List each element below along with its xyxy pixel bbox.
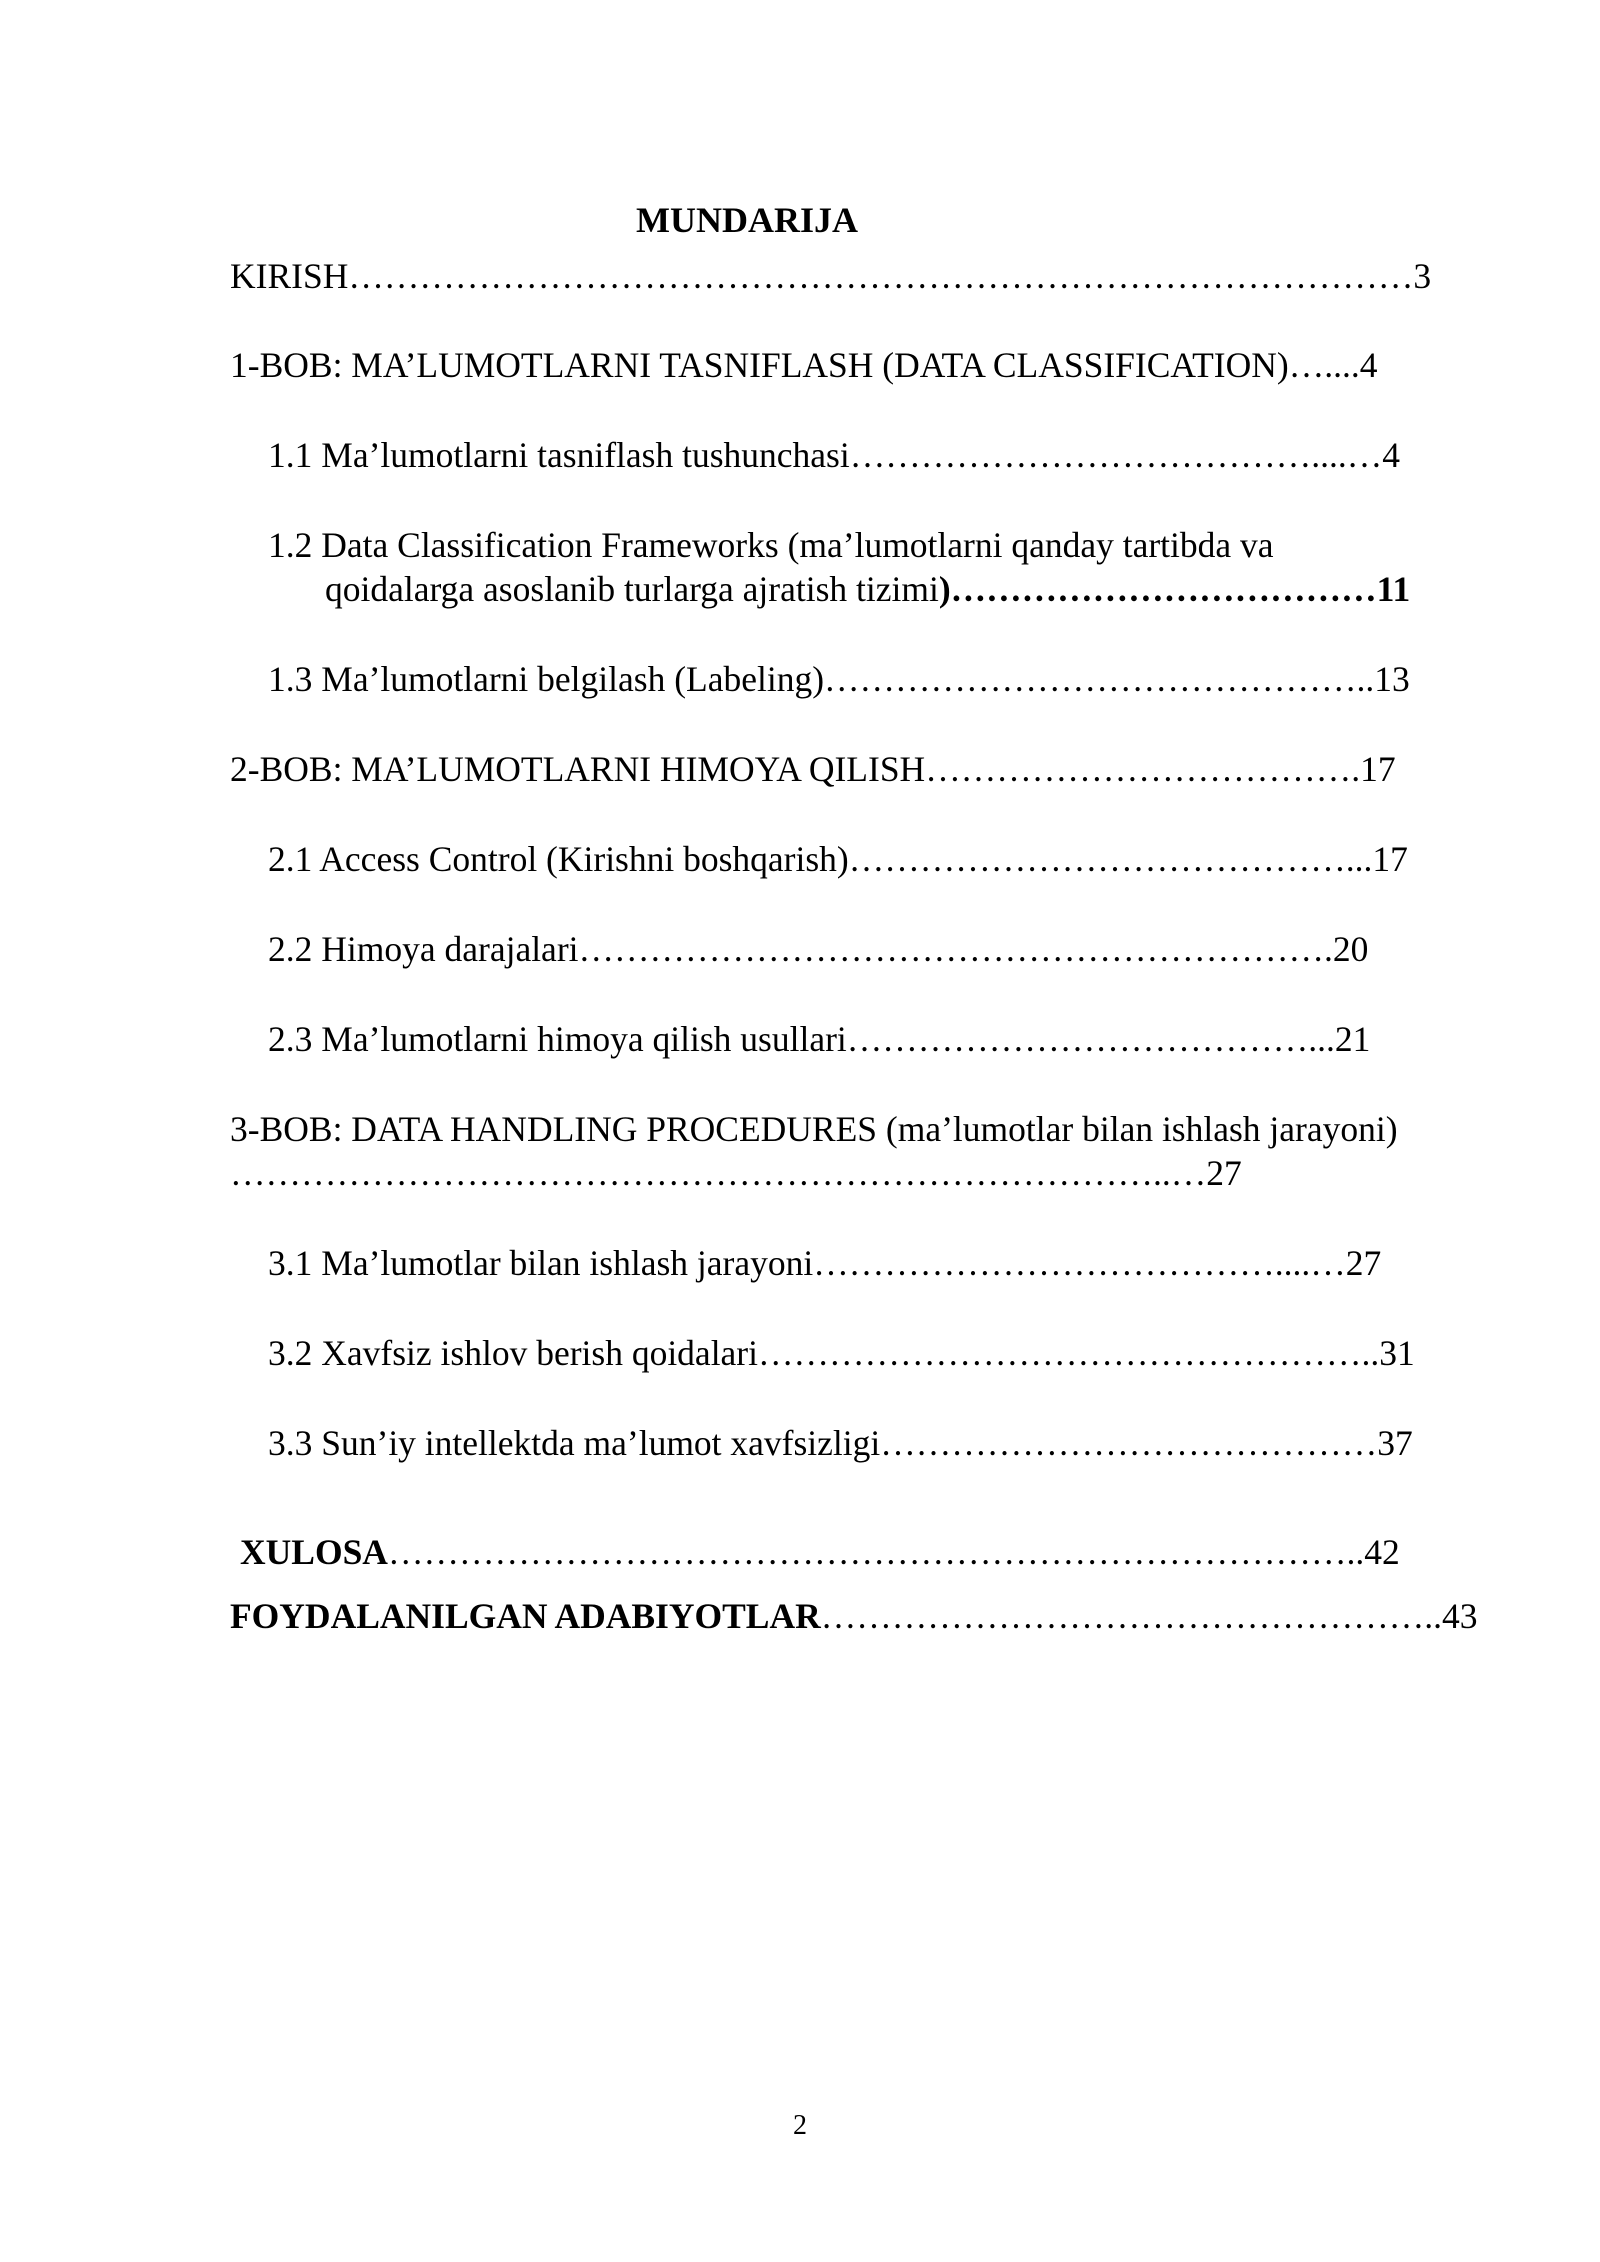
toc-entry-text: 3-BOB: DATA HANDLING PROCEDURES (ma’lumotlar bilan ishlash jarayoni) — [230, 1109, 1398, 1149]
toc-entry-3-3[interactable] — [268, 1421, 1413, 1465]
toc-entry-text: 1.1 Ma’lumotlarni tasniflash tushunchasi…………………………………....…4 — [268, 435, 1400, 475]
toc-entry-text: 2-BOB: MA’LUMOTLARNI HIMOYA QILISH……………………………….17 — [230, 749, 1396, 789]
toc-entry-text: FOYDALANILGAN ADABIYOTLAR — [230, 1596, 821, 1636]
toc-entry-xulosa[interactable] — [240, 1530, 1400, 1574]
toc-entry-references[interactable] — [230, 1594, 1478, 1638]
toc-entry-text: qoidalarga asoslanib turlarga ajratish tizimi — [325, 569, 939, 609]
toc-entry-text: ……………………………………………………………………..…27 — [230, 1153, 1242, 1193]
toc-entry-text: KIRISH………………………………………………………………………………3 — [230, 256, 1432, 296]
toc-entry-2-3[interactable] — [268, 1017, 1370, 1061]
toc-entry-chapter-1[interactable] — [230, 343, 1377, 387]
toc-entry-kirish[interactable] — [230, 254, 1431, 298]
toc-entry-1-3[interactable] — [268, 657, 1410, 701]
toc-entry-text: 1.2 Data Classification Frameworks (ma’lumotlarni qanday tartibda va — [268, 525, 1274, 565]
toc-entry-text: 3.2 Xavfsiz ishlov berish qoidalari……………………………………………..31 — [268, 1333, 1415, 1373]
toc-entry-chapter-3-line-1[interactable] — [230, 1107, 1398, 1151]
page-number: 2 — [793, 2110, 807, 2141]
toc-entry-text: 2.2 Himoya darajalari……………………………………………………….20 — [268, 929, 1369, 969]
toc-entry-text: 3.1 Ma’lumotlar bilan ishlash jarayoni…………………………………....…27 — [268, 1243, 1382, 1283]
toc-entry-3-2[interactable] — [268, 1331, 1415, 1375]
toc-entry-2-2[interactable] — [268, 927, 1368, 971]
page-title: MUNDARIJA — [636, 200, 858, 240]
toc-entry-1-2-line-1[interactable] — [268, 523, 1274, 567]
toc-entry-text: 3.3 Sun’iy intellektda ma’lumot xavfsizligi……………………………………37 — [268, 1423, 1413, 1463]
toc-entry-text: XULOSA — [240, 1532, 388, 1572]
toc-entry-chapter-2[interactable] — [230, 747, 1396, 791]
toc-entry-2-1[interactable] — [268, 837, 1408, 881]
toc-entry-text: 1-BOB: MA’LUMOTLARNI TASNIFLASH (DATA CLASSIFICATION)…....4 — [230, 345, 1378, 385]
toc-entry-leader: ………………………………………………………………………..42 — [387, 1532, 1400, 1572]
toc-entry-text: 2.3 Ma’lumotlarni himoya qilish usullari…………………………………...21 — [268, 1019, 1371, 1059]
toc-entry-text: 1.3 Ma’lumotlarni belgilash (Labeling)………………………………………..13 — [268, 659, 1410, 699]
toc-entry-leader: ……………………………………………..43 — [820, 1596, 1478, 1636]
toc-entry-leader: )………………………………11 — [938, 569, 1411, 609]
toc-entry-text: 2.1 Access Control (Kirishni boshqarish)……………………………………...17 — [268, 839, 1408, 879]
toc-entry-1-2-line-2[interactable] — [325, 567, 1410, 611]
toc-entry-1-1[interactable] — [268, 433, 1400, 477]
toc-entry-chapter-3-line-2[interactable] — [230, 1151, 1242, 1195]
toc-entry-3-1[interactable] — [268, 1241, 1381, 1285]
